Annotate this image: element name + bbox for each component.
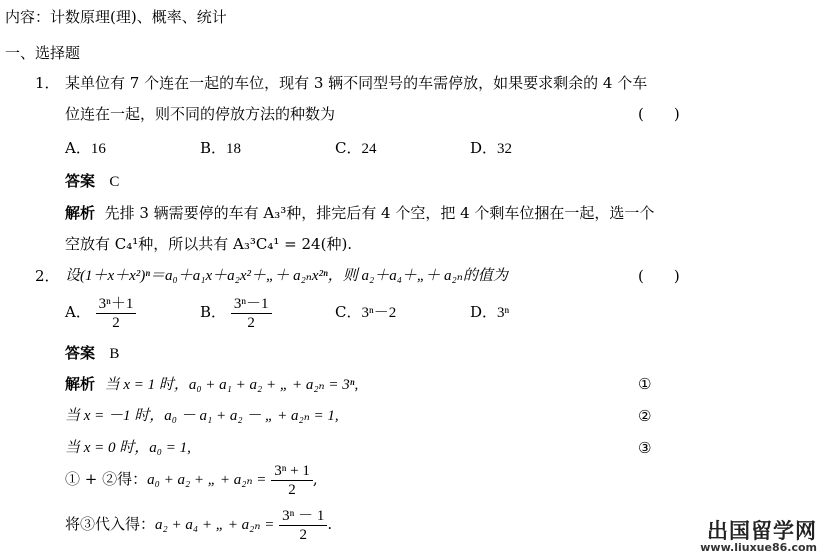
q1-option-b: B．18 [200, 139, 242, 157]
step1-mark: ① [638, 375, 652, 393]
q2-step5: 将③代入得：a₂ + a₄ + „ + a₂ₙ = $\frac{\text{3ⁿ － 1}}{2}$ . [65, 507, 333, 543]
q2-step3: 当 x = 0 时，a₀ = 1, [65, 440, 191, 456]
q1-analysis-line2: 空放有 C₄¹种，所以共有 A₃³C₄¹ = 24(种). [65, 235, 353, 253]
q2-option-b: B． $\frac{\text{3ⁿ－1}}{2}$ [200, 292, 272, 332]
answer-label: 答案 [65, 172, 96, 190]
q2-step2: 当 x = －1 时，a₀ － a₁ + a₂ － „ + a₂ₙ = 1, [65, 408, 339, 424]
step3-mark: ③ [638, 439, 652, 457]
q2-option-a: A． $\frac{\text{3ⁿ＋1}}{2}$ [65, 292, 136, 332]
watermark-url: www.liuxue86.com [700, 541, 817, 554]
step2-mark: ② [638, 407, 652, 425]
q2-step1: 解析 当 x = 1 时，a₀ + a₁ + a₂ + „ + a₂ₙ = 3ⁿ, [65, 375, 359, 393]
watermark-name: 出国留学网 [707, 519, 817, 543]
q2-bracket: ( ) [638, 267, 680, 285]
q2-option-c: C．3ⁿ－2 [335, 303, 397, 321]
q2-step4: ① + ②得：a₀ + a₂ + „ + a₂ₙ = $\frac{\text{3ⁿ + 1}}{2}$ , [65, 462, 318, 498]
q1-bracket: ( ) [638, 105, 680, 123]
q1-answer: 答案 C [65, 172, 120, 190]
analysis-label: 解析 [65, 375, 96, 393]
section-title: 一、选择题 [5, 44, 81, 62]
q1-option-a: A．16 [65, 139, 106, 157]
q2-option-d: D．3ⁿ [470, 303, 510, 321]
answer-label: 答案 [65, 344, 96, 362]
page-header: 内容：计数原理(理)、概率、统计 [5, 8, 227, 26]
q1-number: 1． [35, 74, 60, 92]
q1-analysis-line1: 解析 先排 3 辆需要停的车有 A₃³种，排完后有 4 个空，把 4 个剩车位捆在一起，选一个 [65, 204, 655, 222]
q1-option-d: D．32 [470, 139, 513, 157]
q1-text-line1: 某单位有 7 个连在一起的车位，现有 3 辆不同型号的车需停放，如果要求剩余的 4 个车 [65, 74, 648, 92]
analysis-label: 解析 [65, 204, 96, 222]
q2-number: 2． [35, 267, 60, 285]
q2-stem: 设(1＋x＋x²)ⁿ＝a₀＋a₁x＋a₂x²＋„＋ a₂ₙx²ⁿ，则 a₂＋a₄＋„＋ a₂ₙ的值为 [65, 268, 508, 284]
q1-text-line2: 位连在一起，则不同的停放方法的种数为 [65, 105, 336, 123]
watermark [700, 521, 817, 553]
q1-option-c: C．24 [335, 139, 377, 157]
q2-answer: 答案 B [65, 344, 120, 362]
